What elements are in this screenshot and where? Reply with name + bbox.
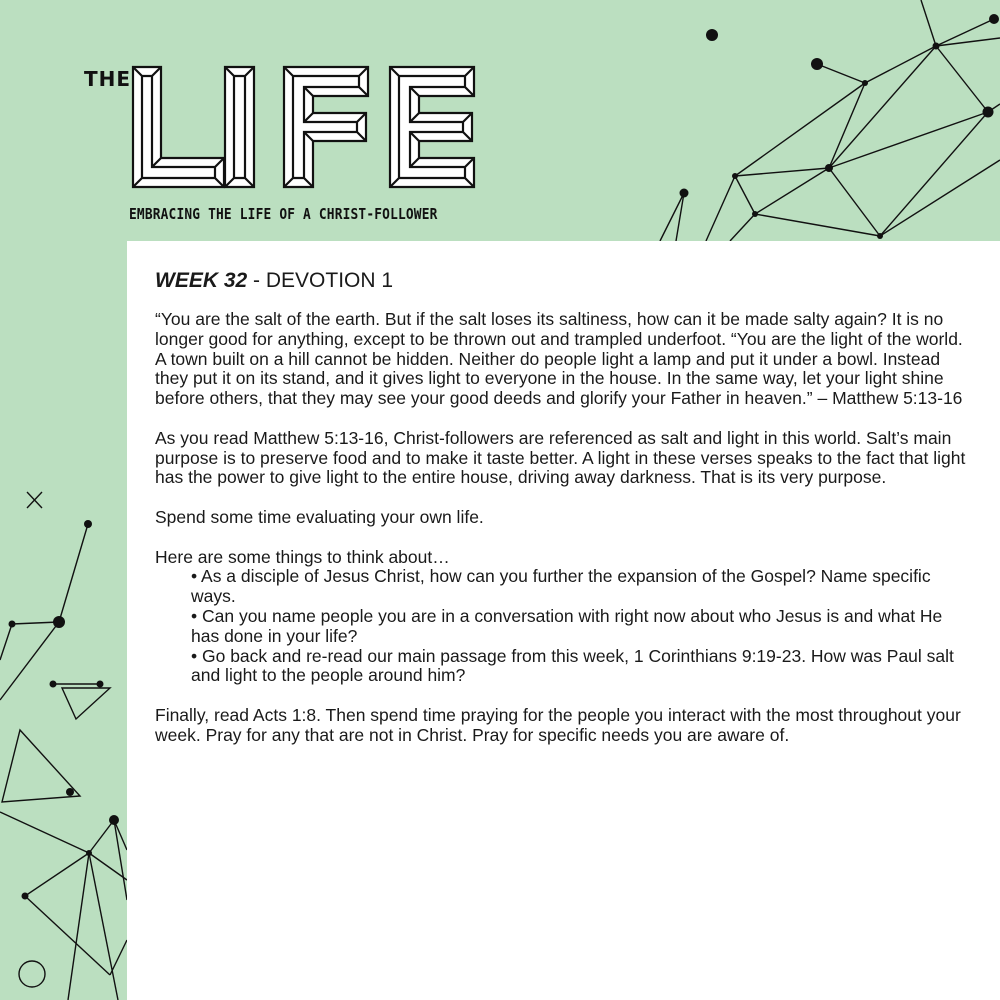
reflection-paragraph: As you read Matthew 5:13-16, Christ-followers are referenced as salt and light in this world. Salt’s main purpose is to preserve food and to make it taste better. A light in these verses speaks to the fact that light has the power to give light to the entire house, driving away darkness. That is its very purpose.	[155, 427, 966, 488]
question-item: • As a disciple of Jesus Christ, how can you further the expansion of the Gospel? Name specific ways.	[191, 566, 931, 607]
evaluate-paragraph: Spend some time evaluating your own life.	[155, 506, 484, 527]
heading-separator: -	[247, 269, 266, 292]
question-list	[155, 567, 975, 686]
logo-letter-i	[225, 67, 254, 187]
life-logo	[0, 0, 480, 200]
closing-paragraph: Finally, read Acts 1:8. Then spend time praying for the people you interact with the most throughout your week. Pray for any that are not in Christ. Pray for specific needs you are aware of.	[155, 704, 961, 745]
devotion-label: DEVOTION 1	[265, 269, 394, 292]
think-intro: Here are some things to think about…	[155, 546, 450, 567]
logo-letter-e	[390, 67, 474, 187]
question-item: • Can you name people you are in a conversation with right now about who Jesus is and what He has done in your life?	[191, 605, 943, 646]
question-item: • Go back and re-read our main passage from this week, 1 Corinthians 9:19-23. How was Paul salt and light to the people around him?	[191, 645, 954, 686]
logo-the-text: THE	[84, 67, 132, 91]
scripture-paragraph: “You are the salt of the earth. But if the salt loses its saltiness, how can it be made salty again? It is no longer good for anything, except to be thrown out and trampled underfoot. “You are the light of the world. A town built on a hill cannot be hidden. Neither do people light a lamp and put it under a bowl. Instead they put it on its stand, and it gives light to everyone in the house. In the same way, let your light shine before others, that they may see your good deeds and glorify your Father in heaven.” – Matthew 5:13-16	[155, 309, 963, 409]
logo-letter-l	[133, 67, 224, 187]
logo-letter-f	[284, 67, 368, 187]
tagline: EMBRACING THE LIFE OF A CHRIST-FOLLOWER	[129, 205, 438, 223]
devotion-body	[155, 268, 975, 765]
week-label: WEEK 32	[155, 269, 248, 292]
devotion-heading	[155, 268, 975, 294]
